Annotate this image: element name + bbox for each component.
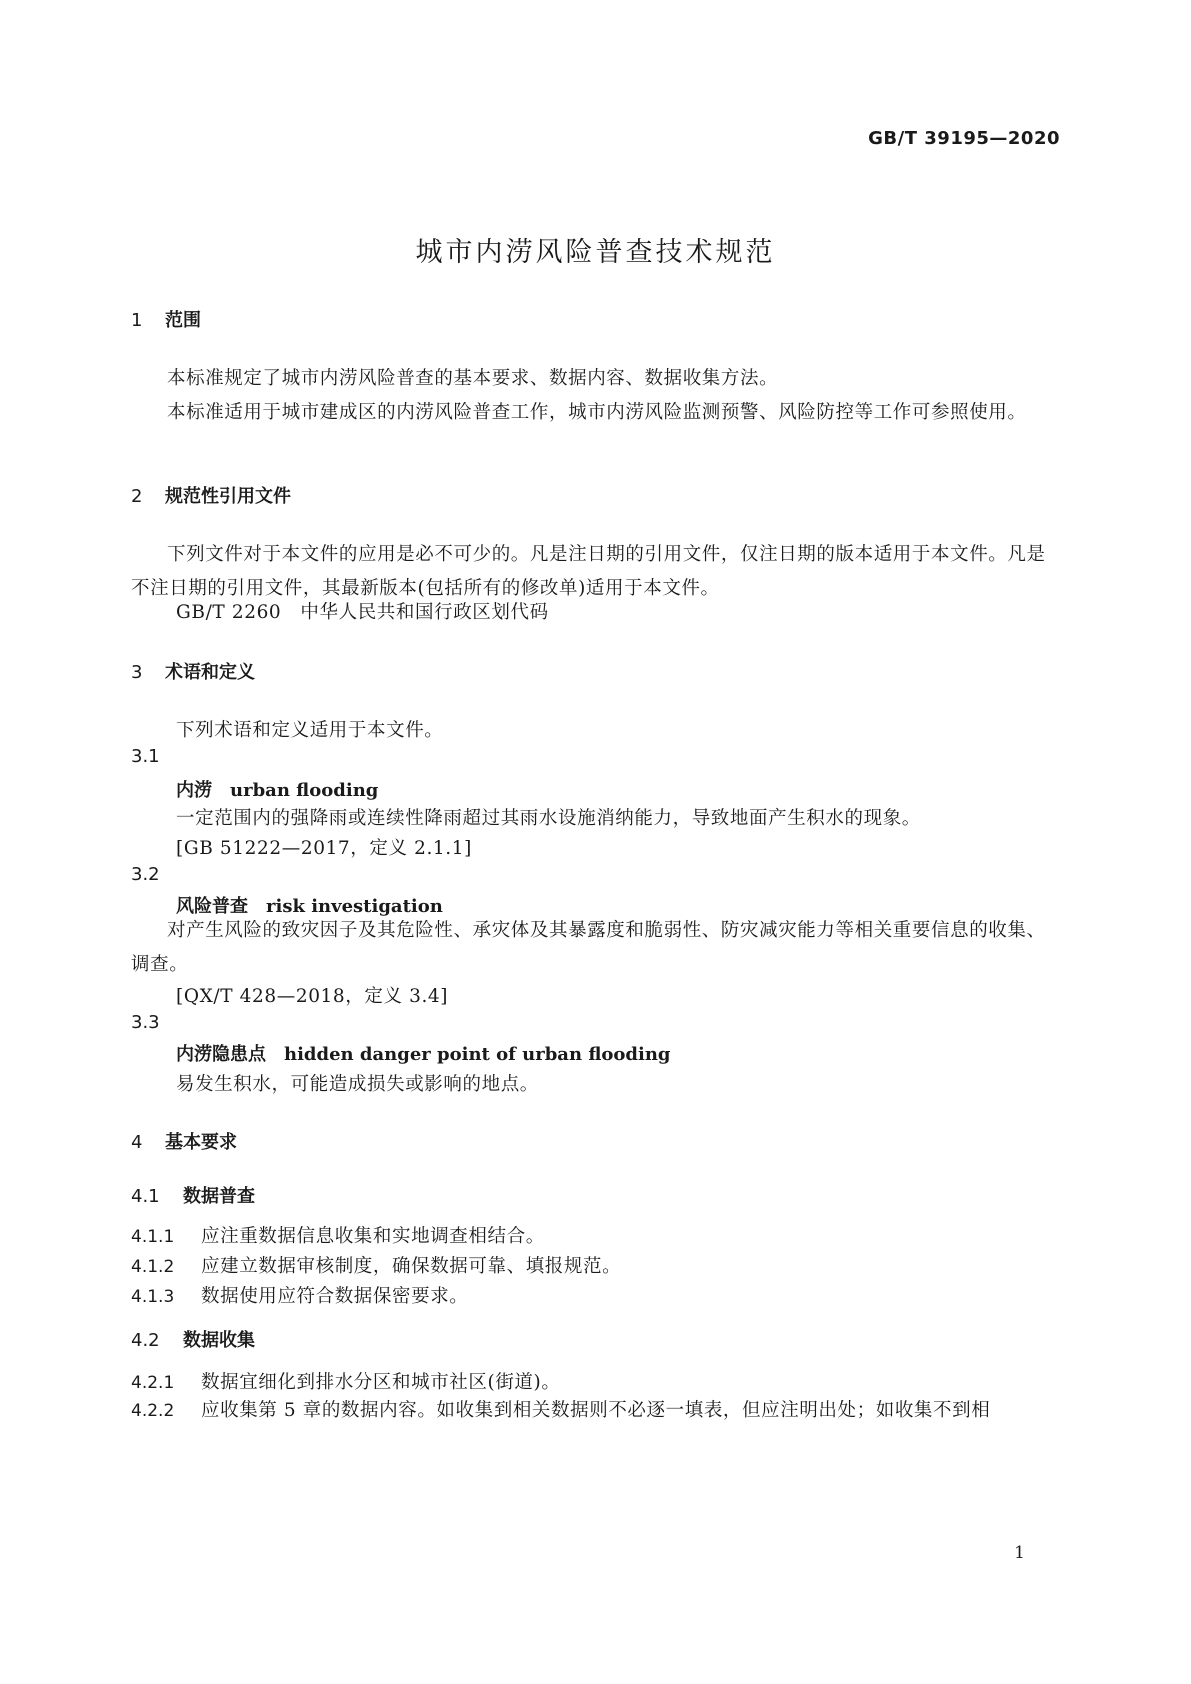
clause-number: 4.1.1: [131, 1227, 175, 1247]
clause: [131, 1282, 468, 1308]
paragraph: 本标准规定了城市内涝风险普查的基本要求、数据内容、数据收集方法。: [167, 368, 779, 389]
term-heading: [176, 1040, 671, 1066]
subsection-title: 数据普查: [183, 1186, 255, 1207]
term-definition: 对产生风险的致灾因子及其危险性、承灾体及其暴露度和脆弱性、防灾减灾能力等相关重要信息的收集、调查。: [131, 920, 1046, 975]
term-en: risk investigation: [266, 896, 443, 917]
term-definition: 一定范围内的强降雨或连续性降雨超过其雨水设施消纳能力，导致地面产生积水的现象。: [176, 808, 921, 829]
term-heading: [176, 776, 378, 802]
term-number: 3.3: [131, 1012, 160, 1033]
clause: [131, 1252, 621, 1278]
standard-code: GB/T 39195—2020: [868, 128, 1060, 149]
section-1-heading: [131, 306, 201, 332]
term-definition: 易发生积水，可能造成损失或影响的地点。: [176, 1074, 539, 1095]
section-title: 范围: [165, 310, 201, 331]
clause-text: 应建立数据审核制度，确保数据可靠、填报规范。: [201, 1256, 622, 1277]
clause: [131, 1368, 560, 1394]
clause-number: 4.1.3: [131, 1287, 175, 1307]
paragraph: 下列文件对于本文件的应用是必不可少的。凡是注日期的引用文件，仅注日期的版本适用于本文件。凡是不注日期的引用文件，其最新版本(包括所有的修改单)适用于本文件。: [131, 544, 1046, 599]
paragraph: 下列术语和定义适用于本文件。: [176, 720, 444, 741]
clause: [131, 1222, 545, 1248]
section-number: 2: [131, 486, 143, 507]
page-number: 1: [1014, 1543, 1025, 1563]
subsection-4-2-heading: [131, 1326, 255, 1352]
clause-text: 应收集第 5 章的数据内容。如收集到相关数据则不必逐一填表，但应注明出处；如收集不到相: [201, 1400, 991, 1421]
term-number: 3.2: [131, 864, 160, 885]
subsection-number: 4.1: [131, 1186, 160, 1207]
term-zh: 内涝隐患点: [176, 1044, 266, 1065]
section-title: 基本要求: [165, 1132, 237, 1153]
subsection-title: 数据收集: [183, 1330, 255, 1351]
term-number: 3.1: [131, 746, 160, 767]
clause-text: 数据使用应符合数据保密要求。: [201, 1286, 469, 1307]
section-3-heading: [131, 658, 255, 684]
section-number: 1: [131, 310, 143, 331]
clause-text: 应注重数据信息收集和实地调查相结合。: [201, 1226, 545, 1247]
paragraph: 本标准适用于城市建成区的内涝风险普查工作，城市内涝风险监测预警、风险防控等工作可参照使用。: [167, 402, 1027, 423]
section-title: 规范性引用文件: [165, 486, 291, 507]
subsection-4-1-heading: [131, 1182, 255, 1208]
term-en: urban flooding: [230, 780, 379, 801]
section-number: 3: [131, 662, 143, 683]
term-source: [QX/T 428—2018，定义 3.4]: [176, 986, 449, 1007]
term-source: [GB 51222—2017，定义 2.1.1]: [176, 838, 472, 859]
section-title: 术语和定义: [165, 662, 255, 683]
clause-number: 4.1.2: [131, 1257, 175, 1277]
clause: [131, 1396, 990, 1422]
clause-number: 4.2.1: [131, 1373, 175, 1393]
section-4-heading: [131, 1128, 237, 1154]
clause-text: 数据宜细化到排水分区和城市社区(街道)。: [201, 1372, 561, 1393]
section-2-heading: [131, 482, 291, 508]
subsection-number: 4.2: [131, 1330, 160, 1351]
term-en: hidden danger point of urban flooding: [284, 1044, 671, 1065]
document-title: 城市内涝风险普查技术规范: [415, 237, 776, 268]
normative-reference: GB/T 2260 中华人民共和国行政区划代码: [176, 602, 549, 623]
term-zh: 内涝: [176, 780, 212, 801]
section-number: 4: [131, 1132, 143, 1153]
clause-number: 4.2.2: [131, 1401, 175, 1421]
term-zh: 风险普查: [176, 896, 248, 917]
